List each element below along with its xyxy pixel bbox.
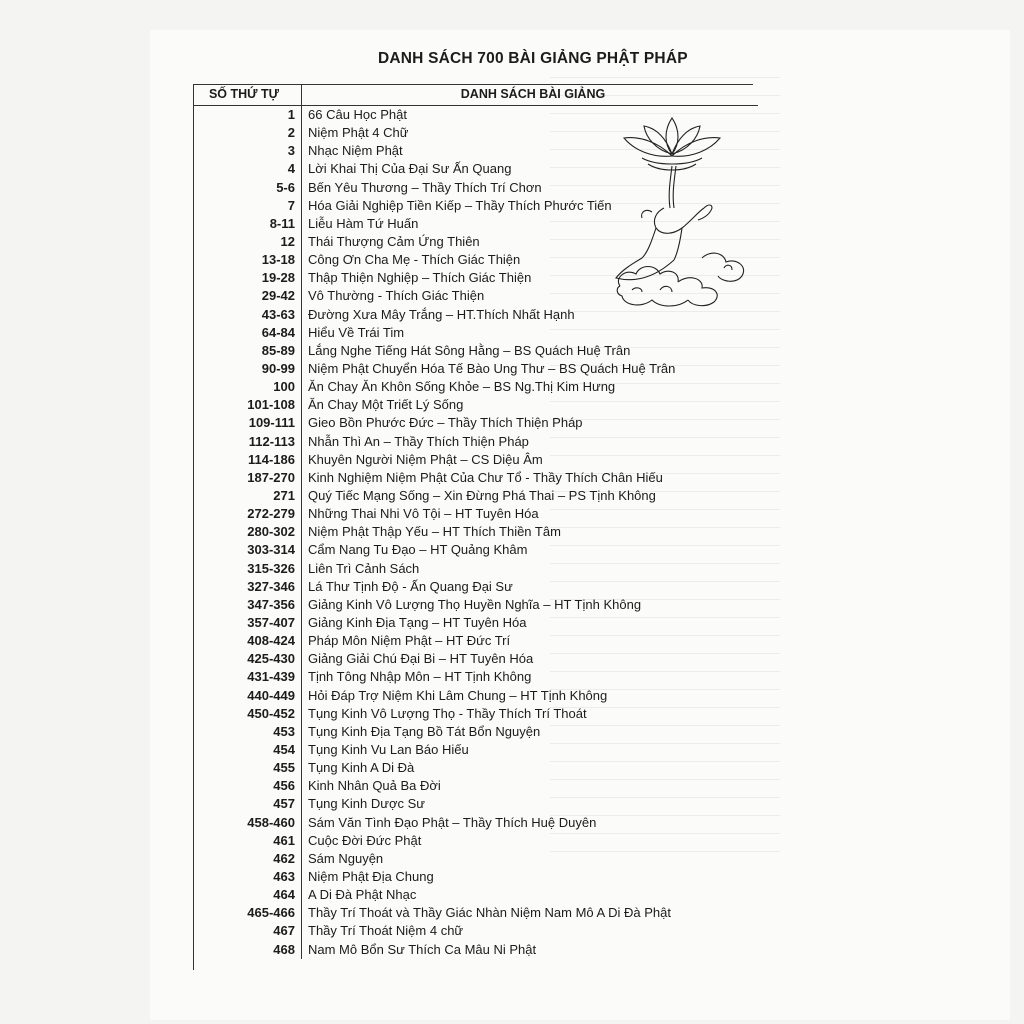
row-number: 29-42	[193, 287, 302, 305]
lotus-hand-illustration	[612, 108, 752, 318]
table-row	[193, 578, 758, 596]
header-number: SỐ THỨ TỰ	[193, 84, 302, 106]
table-row	[193, 505, 758, 523]
lecture-title: Sám Văn Tình Đạo Phật – Thầy Thích Huệ Duyên	[308, 814, 597, 830]
table-row	[193, 360, 758, 378]
row-number: 3	[193, 142, 302, 160]
table-border-left	[193, 84, 194, 970]
lecture-title: Đường Xưa Mây Trắng – HT.Thích Nhất Hạnh	[308, 306, 575, 322]
table-row	[193, 922, 758, 940]
row-number: 465-466	[193, 904, 302, 922]
lecture-title: Lắng Nghe Tiếng Hát Sông Hằng – BS Quách Huệ Trân	[308, 342, 631, 358]
table-row	[193, 795, 758, 813]
lecture-title: Hiểu Về Trái Tim	[308, 324, 405, 340]
lecture-title: Tụng Kinh Vô Lượng Thọ - Thầy Thích Trí Thoát	[308, 705, 587, 721]
lecture-title: Kinh Nghiệm Niệm Phật Của Chư Tổ - Thầy Thích Chân Hiếu	[308, 469, 663, 485]
row-number: 462	[193, 850, 302, 868]
lecture-title: Tụng Kinh Địa Tạng Bồ Tát Bổn Nguyện	[308, 723, 541, 739]
table-row	[193, 632, 758, 650]
row-number: 101-108	[193, 396, 302, 414]
row-number: 109-111	[193, 414, 302, 432]
table-row	[193, 777, 758, 795]
lecture-title: Thầy Trí Thoát Niệm 4 chữ	[308, 923, 464, 939]
lecture-title: A Di Đà Phật Nhạc	[308, 887, 417, 903]
row-number: 464	[193, 886, 302, 904]
lecture-title: Hỏi Đáp Trợ Niệm Khi Lâm Chung – HT Tịnh Không	[308, 687, 608, 703]
row-number: 90-99	[193, 360, 302, 378]
table-row	[193, 414, 758, 432]
lecture-title: Lời Khai Thị Của Đại Sư Ấn Quang	[308, 161, 512, 177]
lecture-title: Ăn Chay Một Triết Lý Sống	[308, 397, 464, 413]
row-number: 456	[193, 777, 302, 795]
table-row	[193, 687, 758, 705]
row-number: 280-302	[193, 523, 302, 541]
row-number: 454	[193, 741, 302, 759]
table-row	[193, 705, 758, 723]
table-row	[193, 451, 758, 469]
table-row	[193, 886, 758, 904]
lecture-title: Thầy Trí Thoát và Thầy Giác Nhàn Niệm Nam Mô A Di Đà Phật	[308, 905, 671, 921]
lecture-title: Gieo Bồn Phước Đức – Thầy Thích Thiện Pháp	[308, 415, 583, 431]
row-number: 187-270	[193, 469, 302, 487]
row-number: 5-6	[193, 179, 302, 197]
table-row	[193, 469, 758, 487]
lecture-title: Giảng Kinh Vô Lượng Thọ Huyền Nghĩa – HT Tịnh Không	[308, 596, 642, 612]
row-number: 7	[193, 197, 302, 215]
table-header-row	[193, 84, 758, 106]
table-row	[193, 396, 758, 414]
row-number: 467	[193, 922, 302, 940]
row-number: 43-63	[193, 306, 302, 324]
row-number: 271	[193, 487, 302, 505]
lecture-title: Hóa Giải Nghiệp Tiền Kiếp – Thầy Thích Phước Tiến	[308, 197, 612, 213]
lecture-title: Thập Thiện Nghiệp – Thích Giác Thiện	[308, 270, 532, 286]
table-border-top	[193, 84, 753, 85]
lecture-title: Nhẫn Thì An – Thầy Thích Thiện Pháp	[308, 433, 529, 449]
lecture-title: Tịnh Tông Nhập Môn – HT Tịnh Không	[308, 669, 532, 685]
table-row	[193, 832, 758, 850]
lecture-title: Tụng Kinh A Di Đà	[308, 760, 415, 776]
row-number: 13-18	[193, 251, 302, 269]
row-number: 1	[193, 106, 302, 125]
table-row	[193, 560, 758, 578]
lecture-title: Thái Thượng Cảm Ứng Thiên	[308, 234, 480, 250]
lecture-title: Ăn Chay Ăn Khôn Sống Khỏe – BS Ng.Thị Kim Hưng	[308, 379, 616, 395]
row-number: 455	[193, 759, 302, 777]
table-row	[193, 650, 758, 668]
lecture-title: Nam Mô Bổn Sư Thích Ca Mâu Ni Phật	[308, 941, 537, 957]
lecture-title: Pháp Môn Niệm Phật – HT Đức Trí	[308, 633, 511, 649]
header-lecture-list: DANH SÁCH BÀI GIẢNG	[302, 84, 759, 106]
row-number: 12	[193, 233, 302, 251]
lecture-title: Nhạc Niệm Phật	[308, 143, 403, 159]
row-number: 64-84	[193, 324, 302, 342]
row-number: 112-113	[193, 433, 302, 451]
lecture-title: Khuyên Người Niệm Phật – CS Diệu Âm	[308, 451, 543, 467]
row-number: 303-314	[193, 541, 302, 559]
lecture-title: Niệm Phật 4 Chữ	[308, 125, 409, 141]
row-number: 114-186	[193, 451, 302, 469]
table-row	[193, 378, 758, 396]
row-number: 450-452	[193, 705, 302, 723]
table-row	[193, 759, 758, 777]
lecture-title: Cẩm Nang Tu Đạo – HT Quảng Khâm	[308, 542, 528, 558]
row-number: 468	[193, 940, 302, 958]
row-number: 100	[193, 378, 302, 396]
row-number: 19-28	[193, 269, 302, 287]
lecture-title: Niệm Phật Thập Yếu – HT Thích Thiền Tâm	[308, 524, 561, 540]
lecture-title: Liễu Hàm Tứ Huấn	[308, 215, 419, 231]
row-number: 315-326	[193, 560, 302, 578]
table-row	[193, 324, 758, 342]
lecture-title: Giảng Kinh Địa Tạng – HT Tuyên Hóa	[308, 615, 527, 630]
row-number: 8-11	[193, 215, 302, 233]
lecture-title: Kinh Nhân Quả Ba Đời	[308, 778, 441, 794]
lecture-title: Tụng Kinh Dược Sư	[308, 796, 425, 812]
table-row	[193, 433, 758, 451]
row-number: 4	[193, 160, 302, 178]
table-row	[193, 868, 758, 886]
lecture-title: Niệm Phật Địa Chung	[308, 868, 434, 884]
lecture-title: Quý Tiếc Mạng Sống – Xin Đừng Phá Thai – PS Tịnh Không	[308, 488, 656, 504]
lecture-title: Niệm Phật Chuyển Hóa Tế Bào Ung Thư – BS Quách Huệ Trân	[308, 361, 676, 377]
table-row	[193, 723, 758, 741]
row-number: 425-430	[193, 650, 302, 668]
table-row	[193, 342, 758, 360]
lecture-title: Bến Yêu Thương – Thầy Thích Trí Chơn	[308, 179, 542, 195]
row-number: 457	[193, 795, 302, 813]
table-row	[193, 813, 758, 831]
lecture-title: Vô Thường - Thích Giác Thiện	[308, 288, 485, 304]
table-row	[193, 596, 758, 614]
row-number: 85-89	[193, 342, 302, 360]
row-number: 461	[193, 832, 302, 850]
row-number: 440-449	[193, 687, 302, 705]
table-row	[193, 741, 758, 759]
row-number: 458-460	[193, 813, 302, 831]
row-number: 327-346	[193, 578, 302, 596]
row-number: 272-279	[193, 505, 302, 523]
table-row	[193, 850, 758, 868]
lecture-title: Tụng Kinh Vu Lan Báo Hiếu	[308, 741, 469, 757]
row-number: 357-407	[193, 614, 302, 632]
row-number: 453	[193, 723, 302, 741]
row-number: 347-356	[193, 596, 302, 614]
table-row	[193, 523, 758, 541]
lecture-title: Liên Trì Cảnh Sách	[308, 560, 420, 576]
page-title: DANH SÁCH 700 BÀI GIẢNG PHẬT PHÁP	[378, 50, 688, 67]
row-number: 431-439	[193, 668, 302, 686]
lecture-title: Lá Thư Tịnh Độ - Ấn Quang Đại Sư	[308, 578, 513, 594]
lecture-title: Công Ơn Cha Mẹ - Thích Giác Thiện	[308, 252, 521, 268]
row-number: 408-424	[193, 632, 302, 650]
lecture-title: Sám Nguyện	[308, 850, 384, 866]
lecture-title: Những Thai Nhi Vô Tội – HT Tuyên Hóa	[308, 506, 539, 522]
row-number: 463	[193, 868, 302, 886]
table-row	[193, 541, 758, 559]
lecture-title: Giảng Giải Chú Đại Bi – HT Tuyên Hóa	[308, 651, 534, 667]
lecture-title: 66 Câu Học Phật	[308, 107, 408, 123]
table-row	[193, 904, 758, 922]
table-row	[193, 487, 758, 505]
lecture-title: Cuộc Đời Đức Phật	[308, 832, 422, 848]
table-row	[193, 940, 758, 958]
table-row	[193, 614, 758, 632]
table-row	[193, 668, 758, 686]
row-number: 2	[193, 124, 302, 142]
